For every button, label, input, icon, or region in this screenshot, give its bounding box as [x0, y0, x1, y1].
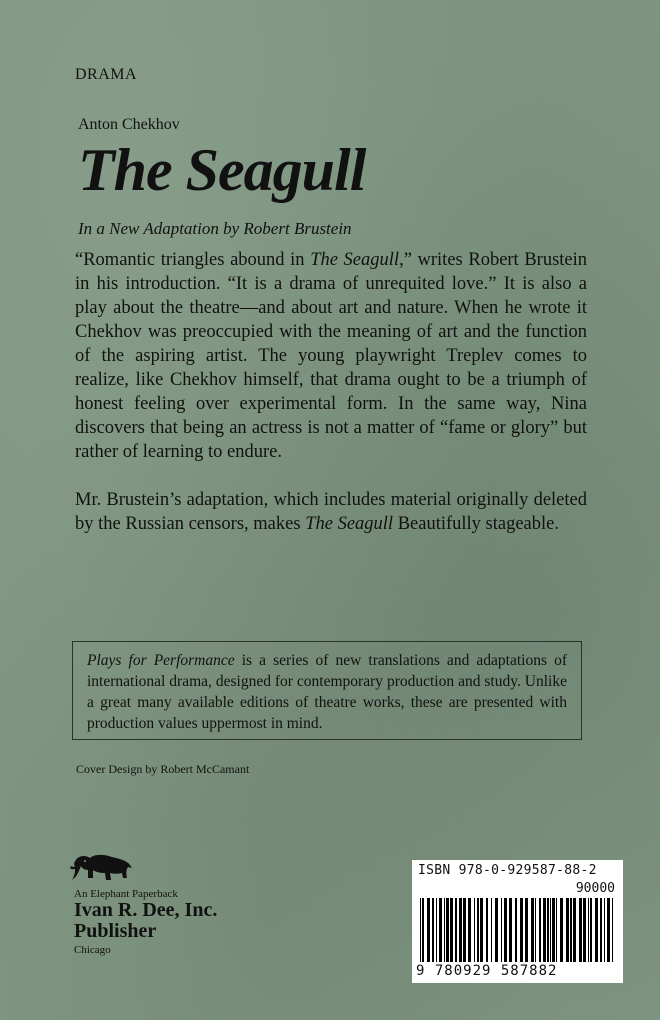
barcode-bar: [539, 898, 541, 962]
barcode-bar: [588, 898, 589, 962]
barcode-bar: [573, 898, 576, 962]
series-name: Plays for Performance: [87, 652, 235, 669]
barcode-bar: [583, 898, 586, 962]
barcode-bar: [531, 898, 534, 962]
barcode-bar: [459, 898, 462, 962]
publisher-name: [74, 900, 217, 942]
barcode-bar: [566, 898, 569, 962]
barcode-bar: [509, 898, 512, 962]
barcode-bar: [552, 898, 555, 962]
barcode-bar: [439, 898, 442, 962]
barcode-bar: [525, 898, 528, 962]
barcode-bar: [535, 898, 536, 962]
book-title: The Seagull: [78, 137, 366, 203]
barcode-bar: [590, 898, 592, 962]
p1-lead: “Romantic triangles abound in: [75, 250, 311, 270]
elephant-icon: [68, 850, 134, 886]
author-name: Anton Chekhov: [78, 116, 180, 133]
barcode-bar: [446, 898, 449, 962]
barcode-bar: [450, 898, 453, 962]
barcode-bar: [612, 898, 613, 962]
barcode-bar: [595, 898, 598, 962]
barcode-bar: [495, 898, 498, 962]
p1-title-ref: The Seagull: [310, 250, 400, 270]
barcode-bar: [436, 898, 437, 962]
barcode-bar: [420, 898, 421, 962]
barcode-bar: [504, 898, 507, 962]
imprint-label: An Elephant Paperback: [74, 888, 178, 900]
barcode-bar: [444, 898, 445, 962]
barcode-bar: [556, 898, 557, 962]
description-paragraph-1: [75, 248, 587, 464]
barcode-bar: [550, 898, 551, 962]
p1-rest: ,” writes Robert Brustein in his introduction. “It is a drama of unrequited love.” It is also a play about the theatre—and about art and nature. When he wrote it Chekhov was preoccupied with the meaning of art and the function of the aspiring artist. The young playwright Treplev comes to realize, like Chekhov himself, that drama ought to be a triumph of honest feeling over experimental form. In the same way, Nina discovers that being an actress is not a matter of “fame or glory” but rather of learning to endure.: [75, 250, 588, 462]
barcode-bar: [604, 898, 605, 962]
barcode-bar: [600, 898, 602, 962]
p2-lead: Mr. Brustein’s adaptation, which includes material originally deleted by the Russian censors, makes: [75, 490, 587, 534]
price-code: 90000: [575, 881, 615, 896]
publisher-name-line1: Ivan R. Dee, Inc.: [74, 899, 218, 921]
isbn-number: ISBN 978-0-929587-88-2: [418, 863, 597, 878]
barcode-bar: [579, 898, 582, 962]
publisher-city: Chicago: [74, 944, 111, 956]
barcode-bar: [477, 898, 479, 962]
barcode-bar: [501, 898, 502, 962]
barcode-bar: [560, 898, 563, 962]
publisher-name-line2: Publisher: [74, 920, 157, 942]
barcode-bar: [486, 898, 488, 962]
p2-rest: Beautifully stageable.: [393, 514, 559, 534]
barcode-bar: [427, 898, 430, 962]
barcode-bar: [463, 898, 466, 962]
barcode: [412, 860, 623, 983]
series-info-box: [72, 641, 582, 740]
barcode-bar: [422, 898, 424, 962]
barcode-bar: [455, 898, 457, 962]
description-paragraph-2: [75, 488, 587, 536]
barcode-bar: [491, 898, 492, 962]
barcode-bar: [480, 898, 483, 962]
barcode-bar: [607, 898, 610, 962]
barcode-bar: [520, 898, 523, 962]
barcode-bar: [432, 898, 434, 962]
barcode-bar: [474, 898, 475, 962]
cover-design-credit: Cover Design by Robert McCamant: [76, 762, 250, 776]
ean-digits: 9 780929 587882: [416, 963, 558, 979]
barcode-bar: [570, 898, 572, 962]
barcode-bar: [547, 898, 549, 962]
barcode-bar: [543, 898, 546, 962]
adaptation-credit: In a New Adaptation by Robert Brustein: [78, 219, 352, 238]
barcode-bar: [515, 898, 517, 962]
series-text: is a series of new translations and adaptations of international drama, designed for contemporary production and study. Unlike a great many available editions of theatre works, these are presented with production values uppermost in mind.: [87, 652, 567, 732]
category-label: DRAMA: [75, 66, 138, 83]
barcode-bar: [468, 898, 471, 962]
p2-title-ref: The Seagull: [305, 514, 394, 534]
barcode-bars: [418, 898, 618, 964]
